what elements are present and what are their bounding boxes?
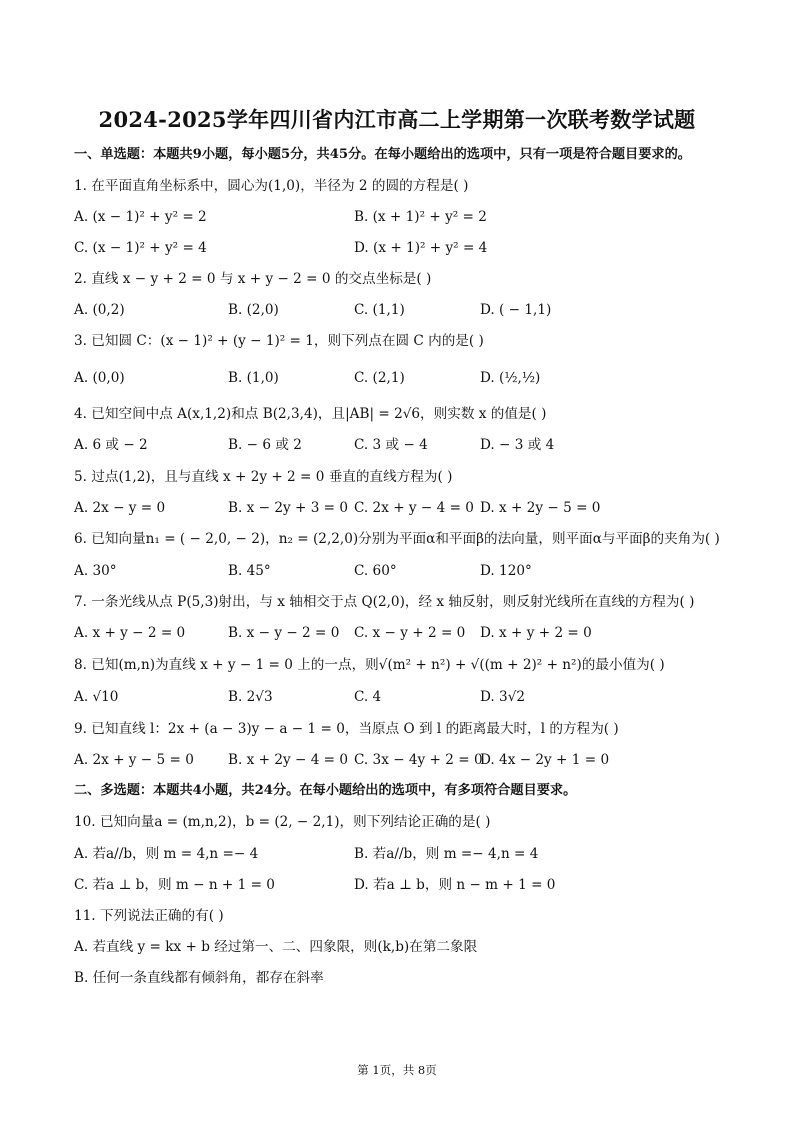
question-9-option-c: C. 3x − 4y + 2 = 0	[354, 752, 483, 768]
question-7-option-a: A. x + y − 2 = 0	[74, 625, 186, 641]
question-2-option-d: D. ( − 1,1)	[480, 302, 552, 318]
question-7-option-c: C. x − y + 2 = 0	[354, 625, 466, 641]
question-1-option-a: A. (x − 1)² + y² = 2	[74, 209, 207, 225]
question-1-option-b: B. (x + 1)² + y² = 2	[354, 209, 487, 225]
question-3-option-d: D. (½,½)	[480, 370, 541, 386]
question-8-option-a: A. √10	[74, 689, 119, 705]
question-3-option-b: B. (1,0)	[228, 370, 279, 386]
question-10-option-a: A. 若a//b，则 m = 4,n =− 4	[74, 846, 259, 862]
question-4-option-a: A. 6 或 − 2	[74, 437, 148, 453]
question-3-option-a: A. (0,0)	[74, 370, 125, 386]
question-6-stem: 6. 已知向量n₁ = ( − 2,0, − 2)，n₂ = (2,2,0)分别为平面α和平面β的法向量，则平面α与平面β的夹角为( )	[74, 531, 720, 547]
question-4-stem: 4. 已知空间中点 A(x,1,2)和点 B(2,3,4)，且|AB| = 2√6，则实数 x 的值是( )	[74, 406, 547, 422]
section-heading-multiple-choice: 二、多选题：本题共4小题，共24分。在每小题给出的选项中，有多项符合题目要求。	[74, 783, 577, 798]
question-10-option-c: C. 若a ⊥ b，则 m − n + 1 = 0	[74, 877, 275, 893]
question-2-option-a: A. (0,2)	[74, 302, 125, 318]
question-7-option-d: D. x + y + 2 = 0	[480, 625, 592, 641]
question-8-option-c: C. 4	[354, 689, 382, 705]
question-3-stem: 3. 已知圆 C：(x − 1)² + (y − 1)² = 1，则下列点在圆 C 内的是( )	[74, 333, 484, 349]
question-5-stem: 5. 过点(1,2)，且与直线 x + 2y + 2 = 0 垂直的直线方程为( )	[74, 469, 453, 485]
question-9-option-a: A. 2x + y − 5 = 0	[74, 752, 194, 768]
question-6-option-c: C. 60°	[354, 563, 397, 579]
question-7-stem: 7. 一条光线从点 P(5,3)射出，与 x 轴相交于点 Q(2,0)，经 x 轴反射，则反射光线所在直线的方程为( )	[74, 594, 695, 610]
question-1-option-d: D. (x + 1)² + y² = 4	[354, 240, 488, 256]
question-10-stem: 10. 已知向量a = (m,n,2)，b = (2, − 2,1)，则下列结论正确的是( )	[74, 814, 491, 830]
page-title: 2024-2025学年四川省内江市高二上学期第一次联考数学试题	[98, 107, 696, 132]
question-10-option-d: D. 若a ⊥ b，则 n − m + 1 = 0	[354, 877, 556, 893]
question-5-option-a: A. 2x − y = 0	[74, 500, 166, 516]
question-4-option-c: C. 3 或 − 4	[354, 437, 428, 453]
question-11-option-a: A. 若直线 y = kx + b 经过第一、二、四象限，则(k,b)在第二象限	[74, 939, 478, 955]
question-2-option-c: C. (1,1)	[354, 302, 405, 318]
question-2-stem: 2. 直线 x − y + 2 = 0 与 x + y − 2 = 0 的交点坐标是( )	[74, 271, 432, 287]
question-9-stem: 9. 已知直线 l：2x + (a − 3)y − a − 1 = 0，当原点 O 到 l 的距离最大时，l 的方程为( )	[74, 721, 619, 737]
question-11-stem: 11. 下列说法正确的有( )	[74, 908, 224, 924]
question-4-option-d: D. − 3 或 4	[480, 437, 555, 453]
question-5-option-c: C. 2x + y − 4 = 0	[354, 500, 474, 516]
question-1-stem: 1. 在平面直角坐标系中，圆心为(1,0)，半径为 2 的圆的方程是( )	[74, 178, 469, 194]
question-2-option-b: B. (2,0)	[228, 302, 279, 318]
question-6-option-b: B. 45°	[228, 563, 271, 579]
question-4-option-b: B. − 6 或 2	[228, 437, 302, 453]
question-5-option-d: D. x + 2y − 5 = 0	[480, 500, 601, 516]
question-1-option-c: C. (x − 1)² + y² = 4	[74, 240, 207, 256]
question-9-option-b: B. x + 2y − 4 = 0	[228, 752, 349, 768]
question-8-stem: 8. 已知(m,n)为直线 x + y − 1 = 0 上的一点，则√(m² + n²) + √((m + 2)² + n²)的最小值为( )	[74, 657, 665, 673]
question-7-option-b: B. x − y − 2 = 0	[228, 625, 340, 641]
question-3-option-c: C. (2,1)	[354, 370, 405, 386]
question-11-option-b: B. 任何一条直线都有倾斜角，都存在斜率	[74, 970, 324, 986]
question-6-option-a: A. 30°	[74, 563, 117, 579]
question-10-option-b: B. 若a//b，则 m =− 4,n = 4	[354, 846, 539, 862]
question-8-option-d: D. 3√2	[480, 689, 526, 705]
question-6-option-d: D. 120°	[480, 563, 532, 579]
question-5-option-b: B. x − 2y + 3 = 0	[228, 500, 349, 516]
page-footer: 第 1页，共 8页	[357, 1063, 437, 1077]
question-9-option-d: D. 4x − 2y + 1 = 0	[480, 752, 610, 768]
question-8-option-b: B. 2√3	[228, 689, 273, 705]
section-heading-single-choice: 一、单选题：本题共9小题，每小题5分，共45分。在每小题给出的选项中，只有一项是符合题目要求的。	[74, 147, 691, 162]
